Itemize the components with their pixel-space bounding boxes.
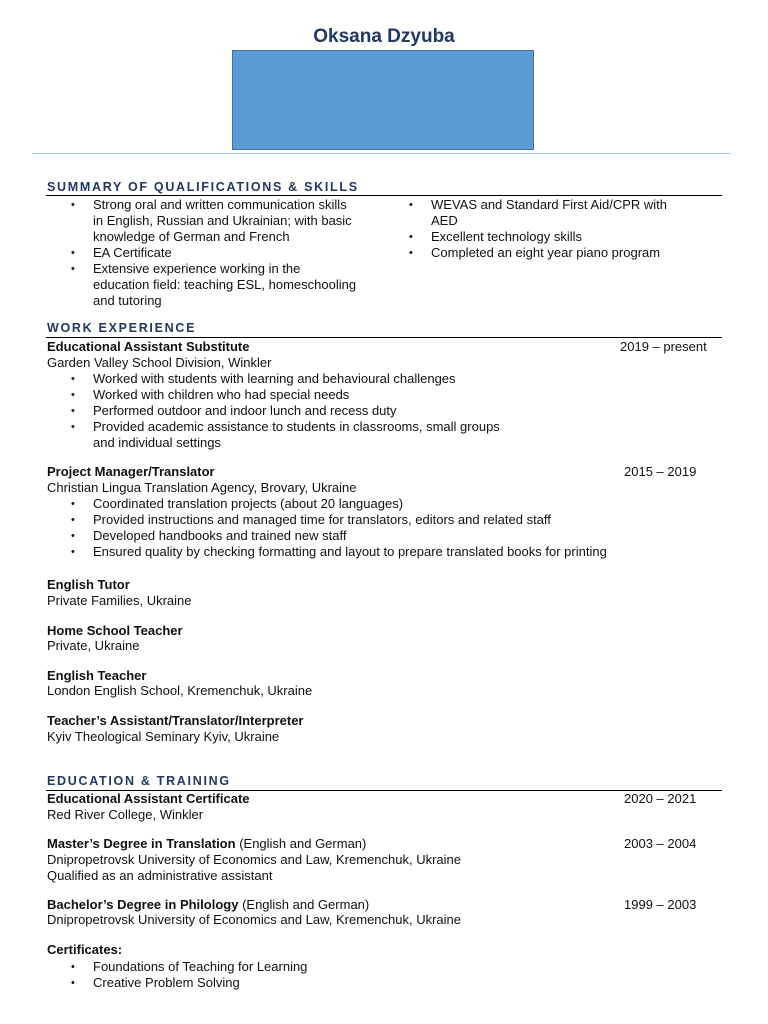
summary-left-list xyxy=(71,197,393,309)
list-item xyxy=(71,975,493,991)
education-section-title: EDUCATION & TRAINING xyxy=(47,774,231,788)
list-item xyxy=(71,197,393,245)
education-institution: Red River College, Winkler xyxy=(47,807,204,822)
job-organization: Private Families, Ukraine xyxy=(47,593,192,608)
list-item xyxy=(71,544,723,560)
list-item xyxy=(71,245,393,261)
summary-section-title: SUMMARY OF QUALIFICATIONS & SKILLS xyxy=(47,180,359,194)
list-item xyxy=(409,245,721,261)
job-bullets xyxy=(71,496,723,560)
bullet-icon: • xyxy=(71,530,75,542)
list-item xyxy=(71,261,393,309)
job-title: English Teacher xyxy=(47,668,147,683)
list-item xyxy=(409,197,721,229)
list-item-text: Worked with students with learning and behavioural challenges xyxy=(93,371,456,386)
list-item-text: Coordinated translation projects (about 20 languages) xyxy=(93,496,404,511)
list-item-text: Foundations of Teaching for Learning xyxy=(93,959,308,974)
list-item-text: Strong oral and written communication skills xyxy=(93,197,347,212)
list-item-text: Provided instructions and managed time for translators, editors and related staff xyxy=(93,512,551,527)
education-item-title xyxy=(47,897,369,913)
list-item xyxy=(409,229,721,245)
bullet-icon: • xyxy=(71,405,75,417)
job-title: Teacher’s Assistant/Translator/Interpreter xyxy=(47,713,304,728)
list-item-text: Extensive experience working in the xyxy=(93,261,301,276)
candidate-name: Oksana Dzyuba xyxy=(313,26,455,47)
degree-name: Master’s Degree in Translation xyxy=(47,836,236,851)
summary-divider xyxy=(46,195,722,196)
bullet-icon: • xyxy=(409,231,413,243)
list-item xyxy=(71,387,713,403)
degree-languages: (English and German) xyxy=(235,836,367,851)
list-item-text: Creative Problem Solving xyxy=(93,975,240,990)
education-institution: Dnipropetrovsk University of Economics and Law, Kremenchuk, Ukraine xyxy=(47,852,462,867)
bullet-icon: • xyxy=(409,199,413,211)
bullet-icon: • xyxy=(409,247,413,259)
job-title: Educational Assistant Substitute xyxy=(47,339,250,354)
list-item-text: EA Certificate xyxy=(93,245,172,260)
list-item xyxy=(71,959,493,975)
degree-languages: (English and German) xyxy=(238,897,370,912)
education-item-title xyxy=(47,836,366,852)
job-organization: Garden Valley School Division, Winkler xyxy=(47,355,272,370)
list-item-text: in English, Russian and Ukrainian; with basic xyxy=(93,213,352,228)
job-title: Project Manager/Translator xyxy=(47,464,215,479)
list-item-text: Ensured quality by checking formatting and layout to prepare translated books for printing xyxy=(93,544,607,559)
header-divider xyxy=(32,153,730,154)
education-date: 1999 – 2003 xyxy=(624,897,697,912)
job-title: Home School Teacher xyxy=(47,623,183,638)
bullet-icon: • xyxy=(71,498,75,510)
list-item xyxy=(71,512,723,528)
list-item-text: Developed handbooks and trained new staff xyxy=(93,528,347,543)
list-item xyxy=(71,371,713,387)
bullet-icon: • xyxy=(71,373,75,385)
certificates-heading: Certificates: xyxy=(47,942,123,957)
bullet-icon: • xyxy=(71,977,75,989)
bullet-icon: • xyxy=(71,263,75,275)
list-item-text: AED xyxy=(431,213,458,228)
list-item-text: Completed an eight year piano program xyxy=(431,245,661,260)
job-organization: Kyiv Theological Seminary Kyiv, Ukraine xyxy=(47,729,280,744)
list-item-text: Provided academic assistance to students in classrooms, small groups xyxy=(93,419,500,434)
job-date: 2019 – present xyxy=(620,339,707,354)
job-organization: Private, Ukraine xyxy=(47,638,140,653)
list-item xyxy=(71,528,723,544)
bullet-icon: • xyxy=(71,199,75,211)
work-divider xyxy=(46,337,722,338)
education-note: Qualified as an administrative assistant xyxy=(47,868,273,883)
bullet-icon: • xyxy=(71,247,75,259)
job-organization: London English School, Kremenchuk, Ukraine xyxy=(47,683,313,698)
list-item-text: education field: teaching ESL, homeschooling xyxy=(93,277,357,292)
education-date: 2020 – 2021 xyxy=(624,791,697,806)
list-item-text: and individual settings xyxy=(93,435,221,450)
list-item-text: WEVAS and Standard First Aid/CPR with xyxy=(431,197,668,212)
list-item xyxy=(71,419,713,451)
list-item-text: Excellent technology skills xyxy=(431,229,583,244)
degree-name: Bachelor’s Degree in Philology xyxy=(47,897,239,912)
bullet-icon: • xyxy=(71,389,75,401)
list-item-text: Worked with children who had special needs xyxy=(93,387,350,402)
job-bullets xyxy=(71,371,713,451)
photo-placeholder xyxy=(232,50,534,150)
job-title: English Tutor xyxy=(47,577,130,592)
list-item-text: and tutoring xyxy=(93,293,162,308)
education-date: 2003 – 2004 xyxy=(624,836,697,851)
list-item-text: Performed outdoor and indoor lunch and recess duty xyxy=(93,403,397,418)
degree-name: Educational Assistant Certificate xyxy=(47,791,250,806)
work-section-title: WORK EXPERIENCE xyxy=(47,321,197,335)
education-institution: Dnipropetrovsk University of Economics and Law, Kremenchuk, Ukraine xyxy=(47,912,462,927)
list-item xyxy=(71,403,713,419)
bullet-icon: • xyxy=(71,514,75,526)
summary-right-list xyxy=(409,197,721,261)
bullet-icon: • xyxy=(71,546,75,558)
bullet-icon: • xyxy=(71,421,75,433)
certificates-list xyxy=(71,959,493,991)
list-item-text: knowledge of German and French xyxy=(93,229,290,244)
job-date: 2015 – 2019 xyxy=(624,464,697,479)
education-item-title xyxy=(47,791,250,807)
bullet-icon: • xyxy=(71,961,75,973)
job-organization: Christian Lingua Translation Agency, Brovary, Ukraine xyxy=(47,480,357,495)
list-item xyxy=(71,496,723,512)
